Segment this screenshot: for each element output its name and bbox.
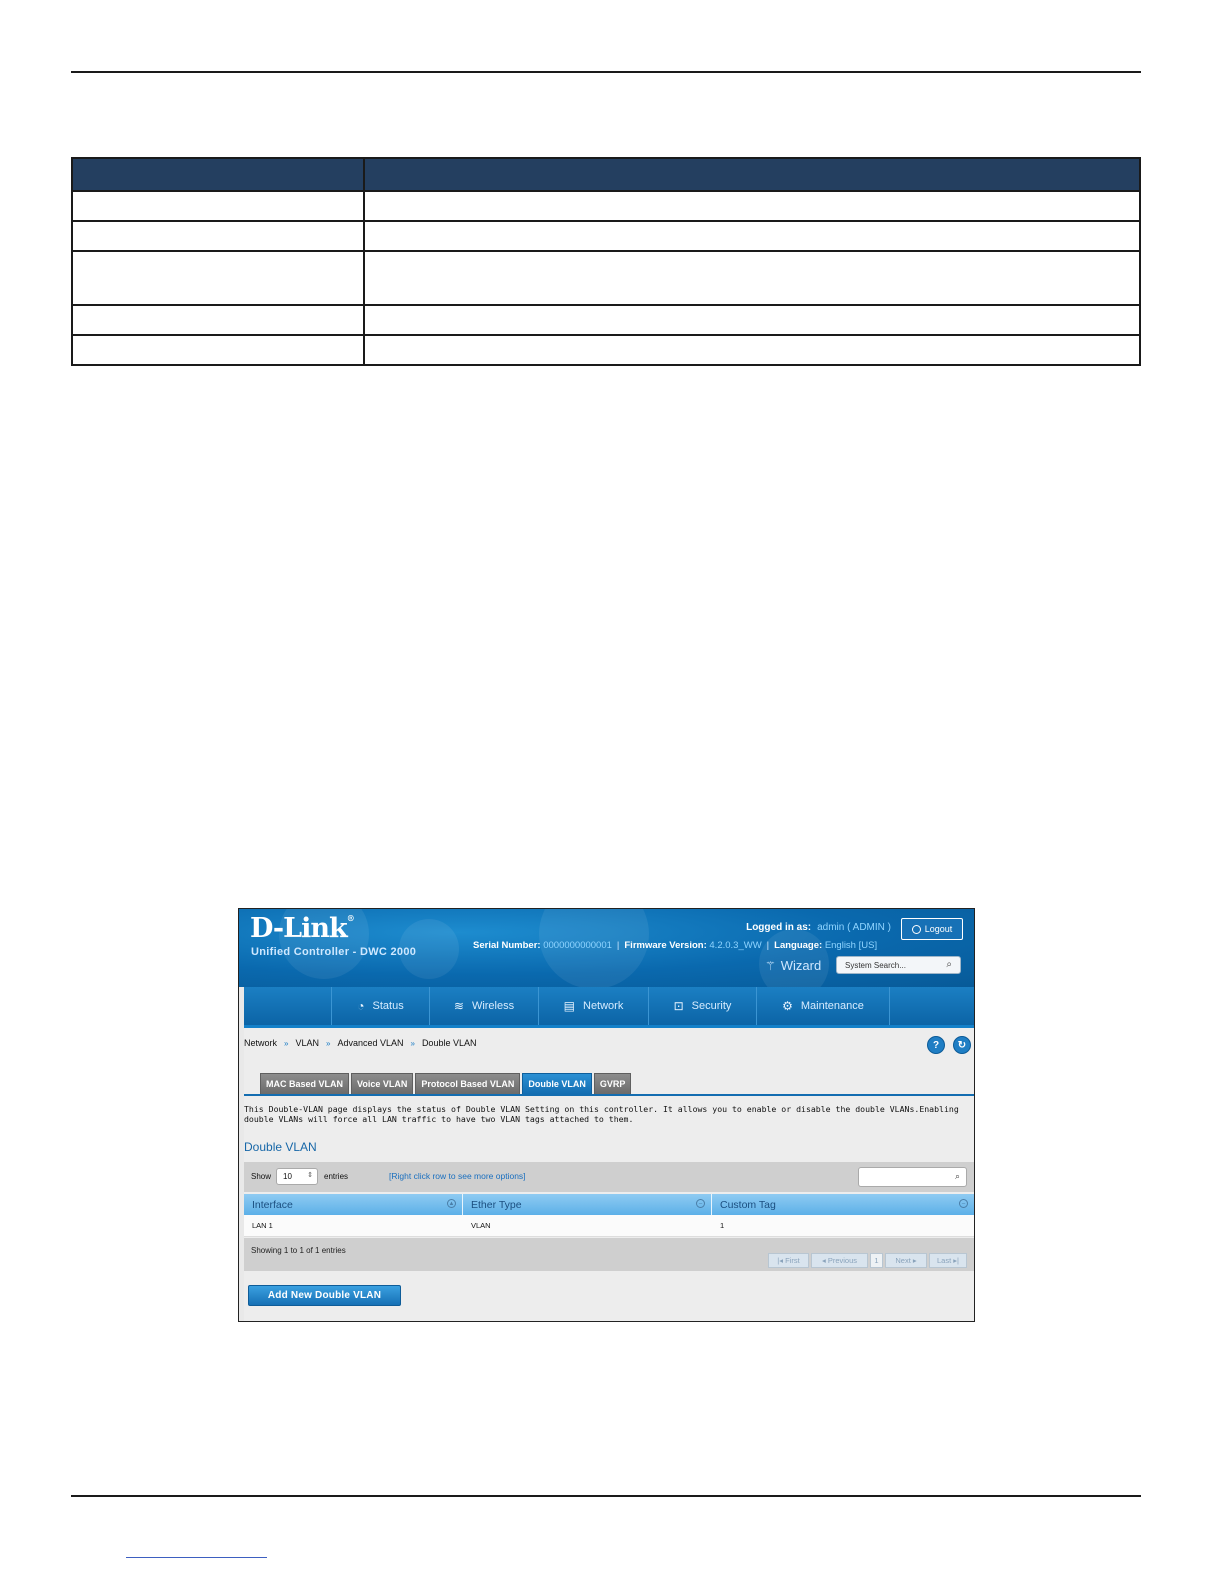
breadcrumb-advanced-vlan[interactable]: Advanced VLAN: [337, 1038, 404, 1048]
top-rule: [71, 71, 1141, 73]
product-name: Unified Controller - DWC 2000: [251, 946, 417, 958]
footer-link-underline[interactable]: [126, 1557, 267, 1558]
cell-ether-type: VLAN: [471, 1221, 491, 1230]
device-info: Serial Number: 0000000000001 | Firmware Version: 4.2.0.3_WW | Language: English [US]: [473, 940, 878, 951]
breadcrumb: Network » VLAN » Advanced VLAN » Double VLAN: [244, 1038, 477, 1048]
power-icon: [912, 925, 921, 934]
language-select[interactable]: English [US]: [824, 940, 878, 951]
pager-bar: [244, 1238, 974, 1271]
tab-mac-based-vlan[interactable]: MAC Based VLAN: [260, 1073, 349, 1094]
add-double-vlan-button[interactable]: Add New Double VLAN: [248, 1285, 401, 1306]
logged-in-info: Logged in as: admin ( ADMIN ): [746, 922, 891, 933]
grid-header: [244, 1194, 974, 1215]
sort-icon: –: [959, 1199, 968, 1208]
dwc2000-screenshot: [238, 908, 975, 1322]
gauge-icon: ◔: [357, 999, 365, 1013]
parameter-table: [71, 157, 1141, 366]
nav-wireless[interactable]: ≋ Wireless: [429, 987, 538, 1025]
table-row[interactable]: [244, 1215, 974, 1237]
breadcrumb-double-vlan: Double VLAN: [421, 1038, 477, 1048]
tab-underline: [244, 1094, 974, 1096]
table-row: [72, 191, 1140, 221]
select-arrows-icon: ⇕: [307, 1172, 313, 1179]
wifi-icon: ≋: [453, 999, 464, 1013]
nav-network[interactable]: ▤ Network: [538, 987, 648, 1025]
table-row: [72, 305, 1140, 335]
logged-in-user[interactable]: admin ( ADMIN ): [817, 922, 891, 933]
search-icon: ⌕: [954, 1171, 960, 1181]
table-row: [72, 335, 1140, 365]
gears-icon: ⚙: [782, 999, 793, 1013]
cell-interface: LAN 1: [252, 1221, 273, 1230]
tab-protocol-based-vlan[interactable]: Protocol Based VLAN: [415, 1073, 520, 1094]
firmware-version: 4.2.0.3_WW: [709, 940, 762, 951]
last-page-button[interactable]: Last ▸|: [929, 1253, 967, 1268]
wand-icon: ⚚: [765, 959, 776, 973]
refresh-icon[interactable]: ↻: [953, 1036, 971, 1054]
previous-page-button[interactable]: ◂ Previous: [811, 1253, 868, 1268]
first-page-button[interactable]: |◂ First: [768, 1253, 809, 1268]
table-toolbar: Show 10 ⇕ entries [Right click row to see more options] ⌕: [244, 1162, 974, 1192]
system-search-input[interactable]: System Search... ⌕: [836, 956, 961, 974]
tab-double-vlan[interactable]: Double VLAN: [522, 1073, 592, 1094]
bottom-rule: [71, 1495, 1141, 1497]
nav-status[interactable]: ◔ Status: [331, 987, 429, 1025]
header-banner: [239, 909, 974, 987]
table-row: [72, 221, 1140, 251]
sort-asc-icon: ▲: [448, 1200, 455, 1207]
dlink-logo: D-Link®: [250, 913, 354, 944]
next-page-button[interactable]: Next ▸: [885, 1253, 927, 1268]
nav-maintenance[interactable]: ⚙ Maintenance: [756, 987, 890, 1025]
wizard-link[interactable]: ⚚ Wizard: [765, 958, 822, 973]
column-interface[interactable]: Interface ▲: [244, 1194, 463, 1215]
logout-button[interactable]: Logout: [901, 918, 963, 940]
search-icon: ⌕: [946, 959, 952, 970]
table-search-input[interactable]: [858, 1167, 967, 1187]
tab-voice-vlan[interactable]: Voice VLAN: [351, 1073, 413, 1094]
tab-gvrp[interactable]: GVRP: [594, 1073, 632, 1094]
table-header-row: [72, 158, 1140, 191]
breadcrumb-vlan[interactable]: VLAN: [295, 1038, 319, 1048]
serial-number: 0000000000001: [543, 940, 612, 951]
current-page: 1: [870, 1253, 883, 1268]
content-area: [244, 1028, 974, 1321]
sort-icon: –: [696, 1199, 705, 1208]
showing-entries: Showing 1 to 1 of 1 entries: [251, 1246, 346, 1255]
help-icon[interactable]: ?: [927, 1036, 945, 1054]
vlan-tabs: [260, 1073, 631, 1094]
cell-custom-tag: 1: [720, 1221, 725, 1230]
monitor-icon: ▤: [563, 999, 575, 1013]
table-row: [72, 251, 1140, 305]
main-nav: [244, 987, 974, 1028]
page-description: This Double-VLAN page displays the status of Double VLAN Setting on this controller. It allows you to enable or disable the double VLANs.Enabling double VLANs will force all LAN traffic to have two VLAN tags attached to them.: [244, 1104, 959, 1124]
column-custom-tag[interactable]: Custom Tag –: [712, 1194, 974, 1215]
section-title: Double VLAN: [244, 1140, 317, 1154]
breadcrumb-network[interactable]: Network: [244, 1038, 278, 1048]
nav-security[interactable]: ⊡ Security: [648, 987, 756, 1025]
entries-select[interactable]: 10 ⇕: [276, 1168, 318, 1185]
right-click-hint: [Right click row to see more options]: [389, 1171, 526, 1181]
lock-icon: ⊡: [673, 999, 684, 1013]
column-ether-type[interactable]: Ether Type –: [463, 1194, 712, 1215]
